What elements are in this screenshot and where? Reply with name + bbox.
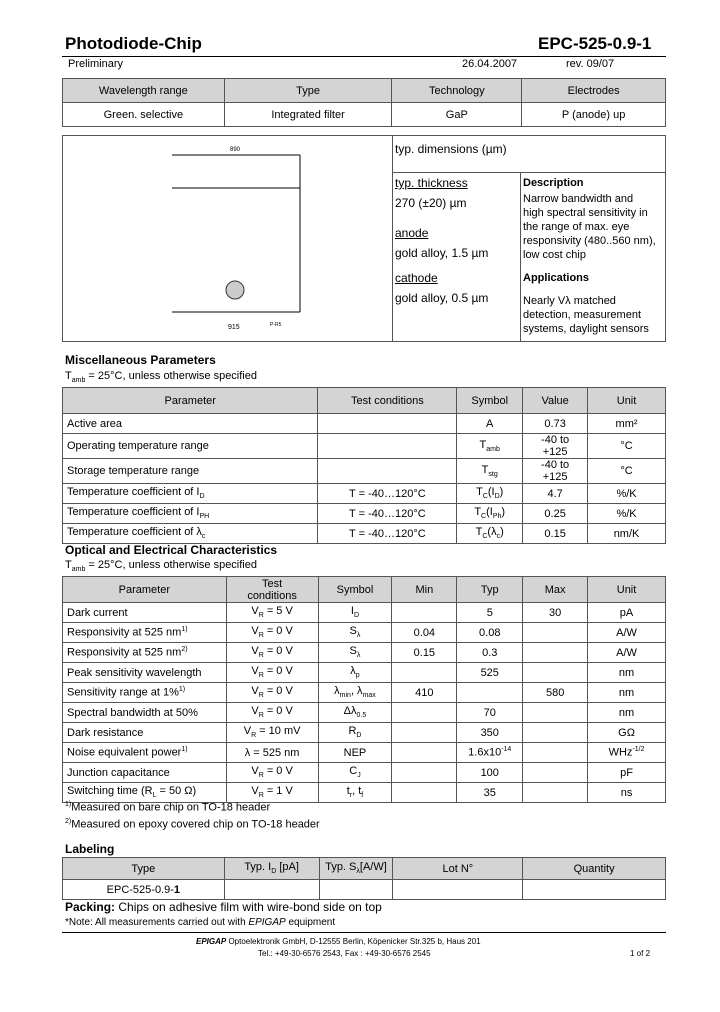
page-number: 1 of 2 <box>630 949 651 958</box>
optical-max <box>523 743 588 763</box>
optical-param: Switching time ($R_L = 50$ Ω) <box>63 783 227 803</box>
misc-value: 4.7 <box>523 484 588 504</box>
drawing-bottom-left-label: 915 <box>228 324 240 331</box>
optical-row <box>63 603 666 623</box>
footer-address: EPIGAP Optoelektronik GmbH, D-12555 Berlin, Köpenicker Str.325 b, Haus 201 <box>196 937 481 946</box>
optical-cond: $V_R = 1$ V <box>226 783 318 803</box>
optical-param: Responsivity at 525 $nm^{1)}$ <box>63 623 227 643</box>
header-rule <box>62 56 666 57</box>
optical-min <box>392 743 457 763</box>
cathode-label: cathode <box>395 271 438 285</box>
drawing-top-label: 890 <box>230 147 241 153</box>
optical-typ: 5 <box>457 603 523 623</box>
summary-header: Type <box>224 79 392 103</box>
optical-typ: 350 <box>457 723 523 743</box>
optical-row <box>63 663 666 683</box>
optical-symbol: $\Delta\lambda_{0.5}$ <box>318 703 392 723</box>
misc-value: 0.25 <box>523 504 588 524</box>
misc-param: Storage temperature range <box>63 459 318 484</box>
optical-cond: $V_R = 0$ V <box>226 683 318 703</box>
optical-row <box>63 623 666 643</box>
misc-header: Test conditions <box>318 388 457 414</box>
optical-max <box>523 623 588 643</box>
misc-cond: T = -40…120°C <box>318 504 457 524</box>
measurement-note: *Note: All measurements carried out with EPIGAP equipment <box>65 917 336 928</box>
optical-section-title: Optical and Electrical Characteristics <box>65 543 278 557</box>
optical-max <box>523 783 588 803</box>
misc-param: Active area <box>63 414 318 434</box>
optical-header: Unit <box>588 577 666 603</box>
summary-header: Electrodes <box>522 79 666 103</box>
misc-symbol: $T_C(I_D)$ <box>457 484 523 504</box>
optical-param: Noise equivalent power$^{1)}$ <box>63 743 227 763</box>
optical-unit: nm <box>588 683 666 703</box>
misc-symbol: $T_{amb}$ <box>457 434 523 459</box>
optical-max: 580 <box>523 683 588 703</box>
misc-symbol: $T_C(I_{Ph})$ <box>457 504 523 524</box>
optical-min <box>392 663 457 683</box>
revision-text: rev. 09/07 <box>566 58 615 70</box>
part-number: EPC-525-0.9-1 <box>538 34 652 53</box>
anode-label: anode <box>395 226 429 240</box>
misc-param: Temperature coefficient of $I_{PH}$ <box>63 504 318 524</box>
optical-symbol: $\lambda_{min}$, $\lambda_{max}$ <box>318 683 392 703</box>
misc-header: Symbol <box>457 388 523 414</box>
misc-row <box>63 434 666 459</box>
description-title: Description <box>523 177 584 189</box>
labeling-header: Type <box>63 858 225 880</box>
summary-cell: P (anode) up <box>522 103 666 127</box>
misc-unit: °C <box>588 459 666 484</box>
labeling-title: Labeling <box>65 842 115 856</box>
misc-value: -40 to +125 <box>523 459 588 484</box>
misc-section-title: Miscellaneous Parameters <box>65 353 216 367</box>
optical-typ: 0.08 <box>457 623 523 643</box>
misc-cond: T = -40…120°C <box>318 484 457 504</box>
optical-typ: 70 <box>457 703 523 723</box>
cathode-value: gold alloy, 0.5 µm <box>395 291 489 305</box>
summary-cell: GaP <box>392 103 522 127</box>
optical-unit: pF <box>588 763 666 783</box>
optical-max <box>523 723 588 743</box>
misc-value: -40 to +125 <box>523 434 588 459</box>
packing-line: Packing: Chips on adhesive film with wire-bond side on top <box>65 900 382 914</box>
optical-unit: pA <box>588 603 666 623</box>
misc-param: Temperature coefficient of $I_D$ <box>63 484 318 504</box>
optical-row <box>63 763 666 783</box>
optical-typ: $1.6x10^{-14}$ <box>457 743 523 763</box>
labeling-header: Lot N° <box>393 858 523 880</box>
misc-row <box>63 504 666 524</box>
misc-cond <box>318 434 457 459</box>
optical-param: Peak sensitivity wavelength <box>63 663 227 683</box>
misc-value: 0.73 <box>523 414 588 434</box>
misc-row <box>63 414 666 434</box>
footer-contact: Tel.: +49-30-6576 2543, Fax : +49-30-6576 2545 <box>258 949 431 958</box>
optical-min <box>392 603 457 623</box>
optical-min: 410 <box>392 683 457 703</box>
optical-min <box>392 703 457 723</box>
optical-cond: $V_R = 0$ V <box>226 643 318 663</box>
misc-cond: T = -40…120°C <box>318 524 457 544</box>
misc-unit: %/K <box>588 484 666 504</box>
optical-unit: A/W <box>588 623 666 643</box>
optical-row <box>63 703 666 723</box>
optical-cond: $V_R = 0$ V <box>226 663 318 683</box>
optical-typ: 0.3 <box>457 643 523 663</box>
optical-min <box>392 783 457 803</box>
labeling-table <box>62 857 666 900</box>
optical-cond: $V_R = 0$ V <box>226 623 318 643</box>
optical-header-conditions: Test conditions <box>226 577 318 603</box>
optical-header: Typ <box>457 577 523 603</box>
optical-header: Min <box>392 577 457 603</box>
misc-row <box>63 484 666 504</box>
misc-cond <box>318 414 457 434</box>
misc-param: Operating temperature range <box>63 434 318 459</box>
optical-unit: WHz$^{-1/2}$ <box>588 743 666 763</box>
misc-symbol: A <box>457 414 523 434</box>
labeling-header: Typ. $S_\lambda[A/W]$ <box>319 858 393 880</box>
summary-table <box>62 78 666 127</box>
misc-cond <box>318 459 457 484</box>
misc-row <box>63 459 666 484</box>
labeling-header: Quantity <box>523 858 666 880</box>
optical-unit: A/W <box>588 643 666 663</box>
misc-unit: nm/K <box>588 524 666 544</box>
optical-min: 0.04 <box>392 623 457 643</box>
optical-param: Spectral bandwidth at 50% <box>63 703 227 723</box>
optical-typ <box>457 683 523 703</box>
summary-cell: Green. selective <box>63 103 225 127</box>
misc-conditions: $T_{amb} = 25^\circ C$, unless otherwise specified <box>65 370 257 385</box>
optical-param: Junction capacitance <box>63 763 227 783</box>
optical-header: Symbol <box>318 577 392 603</box>
optical-param: Responsivity at 525 $nm^{2)}$ <box>63 643 227 663</box>
summary-cell: Integrated filter <box>224 103 392 127</box>
dimensions-title: typ. dimensions (µm) <box>395 142 507 156</box>
optical-cond: $V_R = 0$ V <box>226 703 318 723</box>
optical-row <box>63 643 666 663</box>
optical-max <box>523 663 588 683</box>
optical-cond: $V_R = 0$ V <box>226 763 318 783</box>
misc-header: Value <box>523 388 588 414</box>
optical-param: Dark current <box>63 603 227 623</box>
chip-drawing <box>160 140 320 340</box>
thickness-value: 270 (±20) µm <box>395 196 467 210</box>
optical-max <box>523 703 588 723</box>
misc-unit: °C <box>588 434 666 459</box>
misc-header: Unit <box>588 388 666 414</box>
summary-header: Wavelength range <box>63 79 225 103</box>
footer-rule <box>62 932 666 933</box>
optical-max <box>523 643 588 663</box>
date-text: 26.04.2007 <box>462 58 518 70</box>
optical-typ: 100 <box>457 763 523 783</box>
optical-row <box>63 723 666 743</box>
optical-symbol: $t_r$, $t_f$ <box>318 783 392 803</box>
drawing-bottom-right-label: P-R5 <box>270 322 282 328</box>
applications-text: Nearly Vλ matched detection, measurement systems, daylight sensors <box>523 295 649 335</box>
optical-unit: nm <box>588 703 666 723</box>
optical-symbol: $S_\lambda$ <box>318 623 392 643</box>
labeling-header: Typ. $I_D$ [pA] <box>224 858 319 880</box>
optical-symbol: $S_\lambda$ <box>318 643 392 663</box>
optical-header: Max <box>523 577 588 603</box>
misc-param: Temperature coefficient of $\lambda_c$ <box>63 524 318 544</box>
optical-row <box>63 783 666 803</box>
optical-cond: λ = 525 nm <box>226 743 318 763</box>
description-text: Narrow bandwidth and high spectral sensitivity in the range of max. eye responsivity (480..560 nm), low cost chip <box>523 193 656 261</box>
optical-unit: nm <box>588 663 666 683</box>
optical-min <box>392 723 457 743</box>
misc-unit: %/K <box>588 504 666 524</box>
optical-typ: 35 <box>457 783 523 803</box>
optical-table <box>62 576 666 803</box>
optical-row <box>63 743 666 763</box>
optical-symbol: $C_J$ <box>318 763 392 783</box>
optical-unit: GΩ <box>588 723 666 743</box>
misc-value: 0.15 <box>523 524 588 544</box>
optical-param: Dark resistance <box>63 723 227 743</box>
optical-symbol: $I_D$ <box>318 603 392 623</box>
optical-cond: $V_R = 10$ mV <box>226 723 318 743</box>
optical-symbol: $\lambda_p$ <box>318 663 392 683</box>
misc-row <box>63 524 666 544</box>
misc-header: Parameter <box>63 388 318 414</box>
misc-unit: mm² <box>588 414 666 434</box>
thickness-label: typ. thickness <box>395 176 468 190</box>
misc-symbol: $T_{stg}$ <box>457 459 523 484</box>
labeling-type-cell: EPC-525-0.9-1 <box>63 880 225 900</box>
applications-title: Applications <box>523 272 590 284</box>
misc-table <box>62 387 666 544</box>
optical-header: Parameter <box>63 577 227 603</box>
optical-min: 0.15 <box>392 643 457 663</box>
optical-typ: 525 <box>457 663 523 683</box>
page-title: Photodiode-Chip <box>65 34 202 53</box>
footnote-2: $^{2)}$Measured on epoxy covered chip on TO-18 header <box>65 818 320 831</box>
optical-min <box>392 763 457 783</box>
footnote-1: $^{1)}$Measured on bare chip on TO-18 header <box>65 801 271 814</box>
optical-cond: $V_R = 5$ V <box>226 603 318 623</box>
misc-symbol: $T_C(\lambda_c)$ <box>457 524 523 544</box>
anode-value: gold alloy, 1.5 µm <box>395 246 489 260</box>
optical-max: 30 <box>523 603 588 623</box>
optical-row <box>63 683 666 703</box>
optical-symbol: $R_D$ <box>318 723 392 743</box>
summary-header: Technology <box>392 79 522 103</box>
optical-symbol: NEP <box>318 743 392 763</box>
optical-conditions: $T_{amb} = 25^\circ C$, unless otherwise specified <box>65 559 257 574</box>
optical-param: Sensitivity range at 1%$^{1)}$ <box>63 683 227 703</box>
status-text: Preliminary <box>68 58 124 70</box>
optical-max <box>523 763 588 783</box>
optical-unit: ns <box>588 783 666 803</box>
